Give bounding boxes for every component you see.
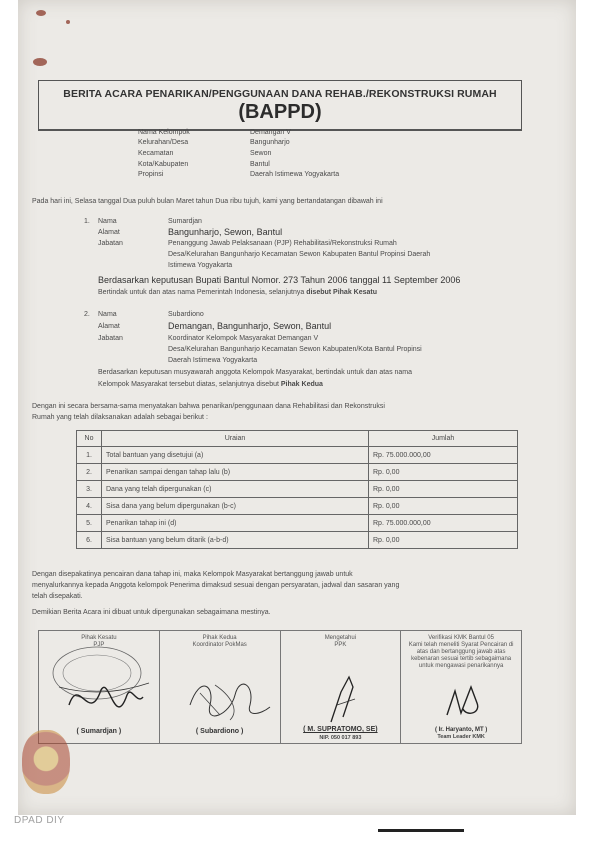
signer-name: ( M. SUPRATOMO, SE) (303, 726, 378, 733)
signature-heading: Pihak Kesatu PJP (81, 635, 117, 648)
row-no: 6. (77, 532, 102, 549)
nama-value: Subardiono (168, 311, 204, 318)
home-indicator-bar (378, 829, 464, 832)
info-label: Kelurahan/Desa (138, 139, 189, 146)
row-uraian: Penarikan sampai dengan tahap lalu (b) (102, 464, 369, 481)
row-jumlah: Rp. 75.000.000,00 (369, 447, 518, 464)
closing-line: menyalurkannya kepada Anggota kelompok Penerima dimaksud sesuai dengan persyaratan, jadwal dan sasaran yang (32, 582, 400, 589)
table-header-row (77, 431, 518, 447)
row-no: 5. (77, 515, 102, 532)
header-jumlah: Jumlah (369, 431, 518, 447)
row-jumlah: Rp. 75.000.000,00 (369, 515, 518, 532)
info-label: Kecamatan (138, 150, 174, 157)
row-uraian: Sisa dana yang belum dipergunakan (b-c) (102, 498, 369, 515)
acts-normal: Bertindak untuk dan atas nama Pemerintah Indonesia, selanjutnya (98, 289, 307, 296)
table-row (77, 481, 518, 498)
acts-text (98, 289, 377, 296)
signer-name: ( Ir. Haryanto, MT ) (434, 727, 488, 733)
row-uraian: Total bantuan yang disetujui (a) (102, 447, 369, 464)
intro-text: Pada hari ini, Selasa tanggal Dua puluh bulan Maret tahun Dua ribu tujuh, kami yang bertandatangan dibawah ini (32, 198, 383, 205)
jabatan-line: Penanggung Jawab Pelaksanaan (PJP) Rehabilitasi/Rekonstruksi Rumah (168, 240, 397, 247)
row-no: 4. (77, 498, 102, 515)
nama-label: Nama (98, 311, 117, 318)
header-uraian: Uraian (102, 431, 369, 447)
row-uraian: Penarikan tahap ini (d) (102, 515, 369, 532)
dpad-seal-logo (22, 730, 70, 794)
signature-pihak-kesatu (39, 631, 160, 743)
row-no: 3. (77, 481, 102, 498)
row-uraian: Dana yang telah dipergunakan (c) (102, 481, 369, 498)
party-number: 2. (84, 311, 90, 318)
jabatan-label: Jabatan (98, 335, 123, 342)
basis-text: Berdasarkan keputusan Bupati Bantul Nomor. 273 Tahun 2006 tanggal 11 September 2006 (98, 275, 461, 285)
signer-title: Team Leader KMK (437, 734, 485, 740)
basis-text: Berdasarkan keputusan musyawarah anggota Kelompok Masyarakat, bertindak untuk dan atas nama (98, 369, 413, 376)
header-no: No (77, 431, 102, 447)
document-title: BERITA ACARA PENARIKAN/PENGGUNAAN DANA REHAB./REKONSTRUKSI RUMAH (63, 88, 497, 100)
row-jumlah: Rp. 0,00 (369, 498, 518, 515)
stamp-and-signature (39, 635, 159, 735)
signature-pihak-kedua (160, 631, 281, 743)
row-uraian: Sisa bantuan yang belum ditarik (a-b-d) (102, 532, 369, 549)
closing-line: Demikian Berita Acara ini dibuat untuk dipergunakan sebagaimana mestinya. (32, 609, 271, 616)
jabatan-line: Daerah Istimewa Yogyakarta (168, 357, 258, 364)
alamat-value: Demangan, Bangunharjo, Sewon, Bantul (168, 321, 332, 331)
table-row (77, 464, 518, 481)
stain-mark (36, 10, 46, 16)
table-row (77, 498, 518, 515)
archive-watermark: DPAD DIY (14, 815, 65, 826)
signature-heading: Verifikasi KMK Bantul 05 Kami telah meneliti Syarat Pencairan di atas dan bertanggung jawab atas kebenaran sesuai tertib sebagaimana untuk mengawasi penarikannya (408, 635, 514, 669)
stain-mark (33, 58, 47, 66)
info-value: Bantul (250, 161, 270, 168)
row-jumlah: Rp. 0,00 (369, 464, 518, 481)
table-row (77, 447, 518, 464)
nama-label: Nama (98, 218, 117, 225)
signer-name: ( Sumardjan ) (76, 728, 122, 735)
jabatan-line: Desa/Kelurahan Bangunharjo Kecamatan Sewon Kabupaten/Kota Bantul Propinsi (168, 346, 422, 353)
jabatan-label: Jabatan (98, 240, 123, 247)
jabatan-line: Desa/Kelurahan Bangunharjo Kecamatan Sewon Kabupaten Bantul Propinsi Daerah (168, 251, 431, 258)
info-value: Daerah Istimewa Yogyakarta (250, 171, 340, 178)
disbursement-table (76, 430, 518, 549)
signature-verifikasi (401, 631, 521, 743)
row-jumlah: Rp. 0,00 (369, 532, 518, 549)
acts-bold: disebut Pihak Kesatu (306, 289, 377, 296)
signer-name: ( Subardiono ) (195, 728, 244, 735)
jabatan-line: Istimewa Yogyakarta (168, 262, 233, 269)
info-value: Demangan V (250, 129, 291, 136)
info-value: Bangunharjo (250, 139, 290, 146)
agreement-line: Rumah yang telah dilaksanakan adalah sebagai berikut : (32, 414, 208, 421)
agreement-line: Dengan ini secara bersama-sama menyatakan bahwa penarikan/penggunaan dana Rehabilitasi dan Rekonstruksi (32, 403, 385, 410)
signature-heading: Pihak Kedua Koordinator PokMas (192, 635, 247, 648)
acts-text (98, 381, 323, 388)
table-row (77, 515, 518, 532)
nama-value: Sumardjan (168, 218, 202, 225)
row-no: 2. (77, 464, 102, 481)
info-label: Kota/Kabupaten (138, 161, 189, 168)
alamat-value: Bangunharjo, Sewon, Bantul (168, 227, 283, 237)
signature-scribble (160, 645, 280, 735)
signer-nip: NIP. 050 017 893 (319, 735, 362, 741)
document-abbreviation: (BAPPD) (238, 101, 322, 123)
info-label: Propinsi (138, 171, 164, 178)
document-header (38, 80, 522, 131)
row-jumlah: Rp. 0,00 (369, 481, 518, 498)
closing-line: telah disepakati. (32, 593, 83, 600)
table-row (77, 532, 518, 549)
signature-scribble (401, 673, 521, 733)
row-no: 1. (77, 447, 102, 464)
stain-mark (66, 20, 70, 24)
signature-heading: Mengetahui PPK (324, 635, 357, 648)
acts-normal: Kelompok Masyarakat tersebut diatas, selanjutnya disebut (98, 381, 281, 388)
signature-ppk (281, 631, 402, 743)
info-label: Nama Kelompok (138, 129, 190, 136)
signature-scribble (281, 647, 401, 737)
info-value: Sewon (250, 150, 272, 157)
alamat-label: Alamat (98, 229, 120, 236)
acts-bold: Pihak Kedua (280, 381, 323, 388)
party-number: 1. (84, 218, 90, 225)
jabatan-line: Koordinator Kelompok Masyarakat Demangan V (168, 335, 319, 342)
closing-line: Dengan disepakatinya pencairan dana tahap ini, maka Kelompok Masyarakat bertanggung jawab untuk (32, 571, 353, 578)
signature-table (38, 630, 522, 744)
alamat-label: Alamat (98, 323, 120, 330)
